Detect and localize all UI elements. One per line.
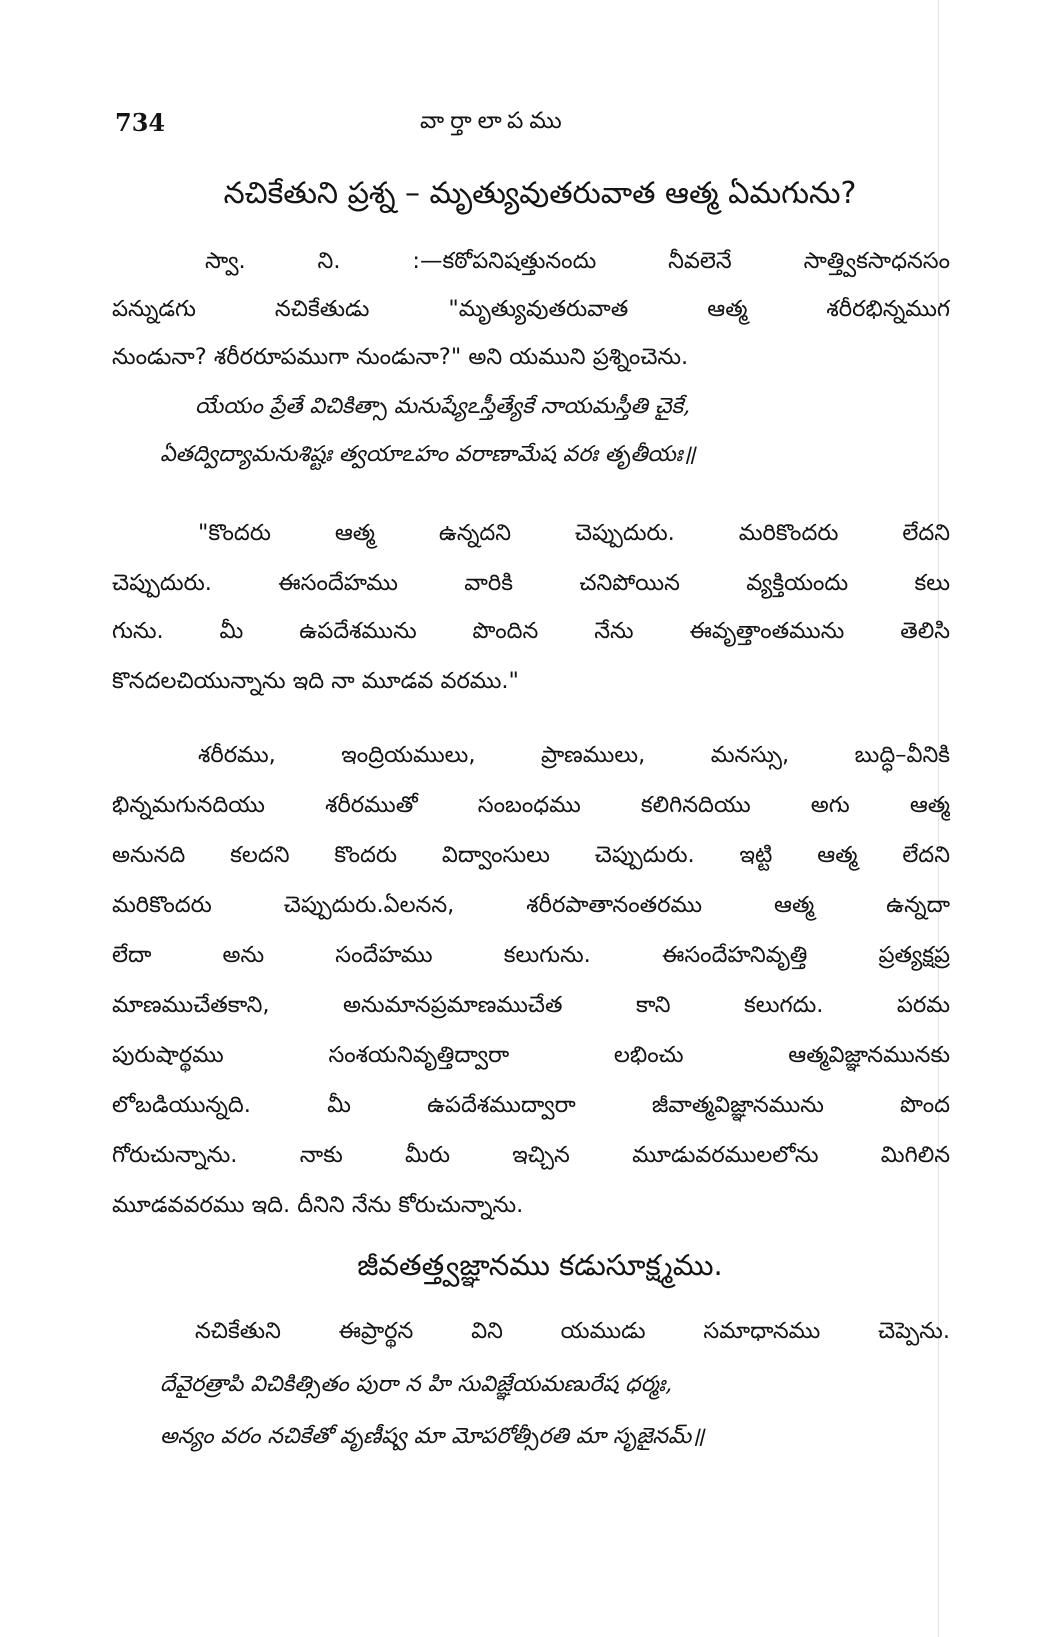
sanskrit-verse-line: యేయం ప్రేతే విచికిత్సా మనుష్యేఽస్తీత్యేకే నాయమస్తీతి చైకే, — [195, 394, 690, 419]
body-line: మాణముచేతకాని, అనుమానప్రమాణముచేత కాని కలుగదు. పరమ — [112, 992, 950, 1018]
sanskrit-verse-line: ఏతద్విద్యామనుశిష్టః త్వయాఽహం వరాణామేష వరః తృతీయః॥ — [160, 442, 696, 467]
body-line: లేదా అను సందేహము కలుగును. ఈసందేహనివృత్తి ప్రత్యక్షప్ర — [112, 942, 950, 968]
sanskrit-verse-line: అన్యం వరం నచికేతో వృణీష్వ మా మోపరోత్సీరతి మా సృజైనమ్॥ — [160, 1424, 705, 1449]
quote-line: "కొందరు ఆత్మ ఉన్నదని చెప్పుదురు. మరికొందరు లేదని — [198, 520, 950, 546]
body-line: గోరుచున్నాను. నాకు మీరు ఇచ్చిన మూడువరములలోను మిగిలిన — [112, 1142, 950, 1168]
body-line: అనునది కలదని కొందరు విద్వాంసులు చెప్పుదురు. ఇట్టి ఆత్మ లేదని — [112, 842, 950, 868]
body-line: భిన్నమగునదియు శరీరముతో సంబంధము కలిగినదియు అగు ఆత్మ — [112, 792, 950, 818]
quote-line: కొనదలచియున్నాను ఇది నా మూడవ వరము." — [112, 668, 519, 694]
body-line: స్వా. ని. :—కఠోపనిషత్తునందు నీవలెనే సాత్త్వికసాధనసం — [205, 248, 950, 274]
section-heading-jivatattva: జీవతత్త్వజ్ఞానము కడుసూక్ష్మము. — [357, 1248, 723, 1282]
body-line: పన్నుడగు నచికేతుడు "మృత్యువుతరువాత ఆత్మ శరీరభిన్నముగ — [112, 296, 950, 322]
body-line: మూడవవరము ఇది. దీనిని నేను కోరుచున్నాను. — [112, 1192, 524, 1218]
body-line: మరికొందరు చెప్పుదురు.ఏలనన, శరీరపాతానంతరము ఆత్మ ఉన్నదా — [112, 892, 950, 918]
body-line: లోబడియున్నది. మీ ఉపదేశముద్వారా జీవాత్మవిజ్ఞానమును పొంద — [112, 1092, 950, 1118]
body-line: శరీరము, ఇంద్రియములు, ప్రాణములు, మనస్సు, బుద్ధి–వీనికి — [198, 742, 950, 768]
body-line: నచికేతుని ఈప్రార్థన విని యముడు సమాధానము చెప్పెను. — [195, 1318, 950, 1344]
sanskrit-verse-line: దేవైరత్రాపి విచికిత్సితం పురా న హి సువిజ్ఞేయమణురేష ధర్మః, — [160, 1372, 673, 1397]
quote-line: చెప్పుదురు. ఈసందేహము వారికి చనిపోయిన వ్యక్తియందు కలు — [112, 570, 950, 596]
body-line: నుండునా? శరీరరూపముగా నుండునా?" అని యముని ప్రశ్నించెను. — [112, 344, 689, 370]
body-line: పురుషార్థము సంశయనివృత్తిద్వారా లభించు ఆత్మవిజ్ఞానమునకు — [112, 1042, 950, 1068]
section-heading-nachiketa-question: నచికేతుని ప్రశ్న – మృత్యువుతరువాత ఆత్మ ఏమగును? — [223, 176, 857, 211]
quote-line: గును. మీ ఉపదేశమును పొందిన నేను ఈవృత్తాంతమును తెలిసి — [112, 618, 950, 644]
page-number: 734 — [115, 108, 166, 137]
running-title: వార్తాలాపము — [420, 108, 568, 134]
